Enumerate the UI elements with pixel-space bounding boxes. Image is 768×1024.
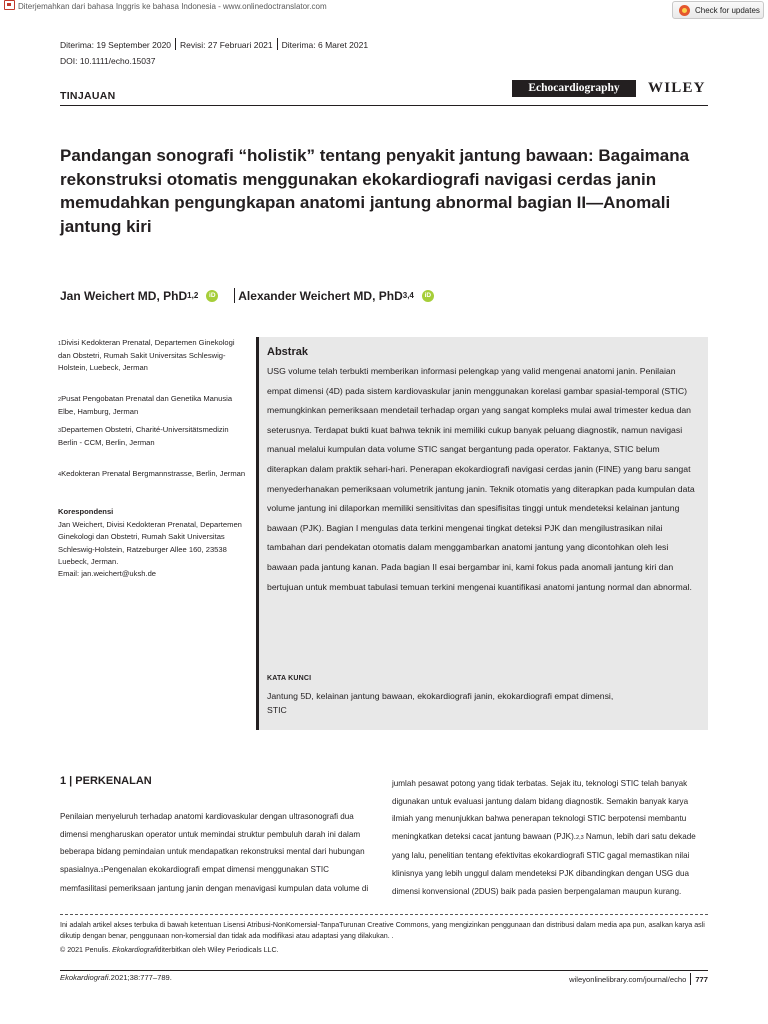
orcid-icon[interactable]: iD [206, 290, 218, 302]
affiliation-number: 4 [58, 472, 62, 478]
affiliation [58, 393, 248, 418]
affiliation-number: 2 [58, 397, 62, 403]
intro-column-left [60, 808, 372, 898]
correspondence-heading: Korespondensi [58, 507, 114, 516]
pdf-icon [4, 0, 15, 10]
affiliation-text: Kedokteran Prenatal Bergmannstrasse, Berlin, Jerman [61, 469, 246, 478]
correspondence-block [58, 519, 248, 580]
article-title: Pandangan sonografi “holistik” tentang penyakit jantung bawaan: Bagaimana rekonstruksi otomatis menggunakan ekokardiografi navigasi cerdas janin memudahkan pengungkapan anatomi jantung abnormal bagian II—Anomali jantung kiri [60, 146, 690, 236]
revised-date: Revisi: 27 Februari 2021 [180, 40, 273, 50]
received-date: Diterima: 19 September 2020 [60, 40, 172, 50]
correspondence-email[interactable]: Email: jan.weichert@uksh.de [58, 569, 157, 579]
journal-url[interactable]: wileyonlinelibrary.com/journal/echo [569, 974, 687, 984]
author-affiliation-sup: 3,4 [402, 291, 414, 300]
body-text: Pengenalan ekokardiografi empat dimensi menggunakan STIC memfasilitasi pemeriksaan jantung janin dengan menavigasi kumpulan data volume di [60, 864, 369, 894]
body-text: Penilaian menyeluruh terhadap anatomi kardiovaskular dengan ultrasonografi dua dimensi mengharuskan operator untuk memindai struktur pembuluh darah ini dalam beberapa bidang pemindaian untuk mendapatkan rekonstruksi mental dari hubungan spasialnya. [60, 812, 365, 874]
copyright-prefix: © 2021 Penulis. [60, 946, 111, 954]
publisher-logo: WILEY [648, 80, 706, 96]
copyright-journal: Ekokardiografi [112, 946, 158, 954]
footer-rule [60, 970, 708, 971]
footer-citation [60, 973, 172, 982]
check-for-updates-button[interactable] [672, 1, 764, 19]
affiliation-number: 3 [58, 428, 62, 434]
affiliation-text: Divisi Kedokteran Prenatal, Departemen Ginekologi dan Obstetri, Rumah Sakit Universitas Schleswig-Holstein, Luebeck, Jerman [58, 338, 235, 373]
license-divider [60, 914, 708, 915]
footer-volume: .2021;38:777–789. [108, 973, 172, 982]
intro-column-right [392, 775, 710, 900]
crossmark-icon [679, 5, 690, 16]
keywords-text: Jantung 5D, kelainan jantung bawaan, ekokardiografi janin, ekokardiografi empat dimensi, STIC [267, 691, 614, 715]
footer-right [569, 973, 708, 985]
author-list [60, 288, 450, 303]
article-type: TINJAUAN [60, 90, 116, 102]
abstract-text: USG volume telah terbukti memberikan informasi pelengkap yang valid mengenai anatomi janin. Penilaian empat dimensi (4D) pada sistem kardiovaskular janin menggunakan korelasi gambar spasial-temporal (STIC) memungkinkan pemeriksaan mendetail terhadap organ yang sangat kompleks mulai awal trimester kedua dan seterusnya. Terdapat bukti kuat bahwa teknik ini memiliki cukup banyak peluang diagnostik, namun navigasi manual melalui kumpulan data volume STIC sangat bergantung pada operator. Faktanya, STIC belum diterapkan dalam praktik sehari-hari. Penerapan ekokardiografi navigasi cerdas janin (FINE) yang baru sangat menyederhanakan pemeriksaan volumetrik jantung janin. Teknik otomatis yang diterapkan pada kumpulan data volume jantung ini dilaporkan memiliki sensitivitas dan spesifisitas tinggi untuk mendeteksi kelainan jantung bawaan (PJK). Bagian I mengulas data terkini mengenai tingkat deteksi PJK dan mengilustrasikan nilai tambahan dari pendekatan otomatis dalam menggambarkan anatomi jantung yang dicontohkan oleh lesi bawaan pada jantung kanan. Pada bagian II esai bergambar ini, kami fokus pada anomali jantung kiri dan bertujuan untuk membuat tabulasi temuan terkini mengenai kuantifikasi anatomi jantung normal dan abnormal. [267, 366, 695, 592]
check-for-updates-label: Check for updates [695, 5, 760, 15]
affiliation [58, 468, 248, 481]
citation-sup[interactable]: 2,3 [576, 834, 584, 841]
affiliation-text: Departemen Obstetri, Charité-Universitätsmedizin Berlin - CCM, Berlin, Jerman [58, 425, 229, 448]
correspondence-address: Jan Weichert, Divisi Kedokteran Prenatal, Departemen Ginekologi dan Obstetri, Rumah Sakit Universitas Schleswig-Holstein, Ratzeburger Allee 160, 23538 Luebeck, Jerman. [58, 520, 242, 566]
author-name: Jan Weichert MD, PhD [60, 288, 188, 303]
affiliation-number: 1 [58, 341, 62, 347]
header-rule [60, 105, 708, 106]
footer-journal: Ekokardiografi [60, 973, 109, 982]
copyright-line [60, 946, 279, 954]
page-number: 777 [695, 974, 708, 984]
affiliation [58, 424, 248, 449]
citation-sup[interactable]: 1 [100, 867, 104, 874]
affiliation-text: Pusat Pengobatan Prenatal dan Genetika Manusia Elbe, Hamburg, Jerman [58, 394, 233, 417]
journal-name: Echocardiography [512, 80, 636, 97]
orcid-icon[interactable]: iD [422, 290, 434, 302]
body-text: Namun, lebih dari satu dekade yang lalu, penelitian tentang efektivitas ekokardiografi STIC gagal memastikan nilai klinisnya yang lebih unggul dalam mendeteksi PJK dibandingkan dengan USG dua dimensi konvensional (2DUS) baik pada pasien berpengalaman maupun kurang. [392, 831, 696, 896]
section-heading-introduction: 1 | PERKENALAN [60, 775, 152, 787]
copyright-suffix: diterbitkan oleh Wiley Periodicals LLC. [157, 946, 279, 954]
translation-banner-text[interactable]: Diterjemahkan dari bahasa Inggris ke bahasa Indonesia - www.onlinedoctranslator.com [18, 2, 327, 11]
keywords-heading: KATA KUNCI [267, 675, 312, 682]
translation-banner[interactable] [4, 0, 327, 11]
accepted-date: Diterima: 6 Maret 2021 [281, 40, 369, 50]
affiliation [58, 337, 248, 375]
date-divider [175, 38, 176, 50]
license-text: Ini adalah artikel akses terbuka di bawah ketentuan Lisensi Atribusi-NonKomersial-TanpaTurunan Creative Commons, yang mengizinkan penggunaan dan distribusi dalam media apa pun, asalkan karya asli dikutip dengan benar, penggunaan non-komersial dan tidak ada modifikasi atau adaptasi yang dilakukan. . [60, 921, 705, 941]
author-name: Alexander Weichert MD, PhD [238, 288, 403, 303]
date-divider [277, 38, 278, 50]
abstract-heading: Abstrak [267, 346, 308, 358]
author-affiliation-sup: 1,2 [187, 291, 199, 300]
footer-divider [690, 973, 691, 985]
body-text: jumlah pesawat potong yang tidak terbatas. Sejak itu, teknologi STIC telah banyak digunakan untuk evaluasi jantung dalam bidang diagnostik. Semakin banyak karya ilmiah yang menunjukkan bahwa penerapan teknologi STIC berpotensi membantu meningkatkan deteksi cacat jantung bawaan (PJK). [392, 779, 689, 841]
article-dates [60, 38, 368, 50]
doi[interactable]: DOI: 10.1111/echo.15037 [60, 56, 156, 66]
author-divider [234, 288, 235, 303]
